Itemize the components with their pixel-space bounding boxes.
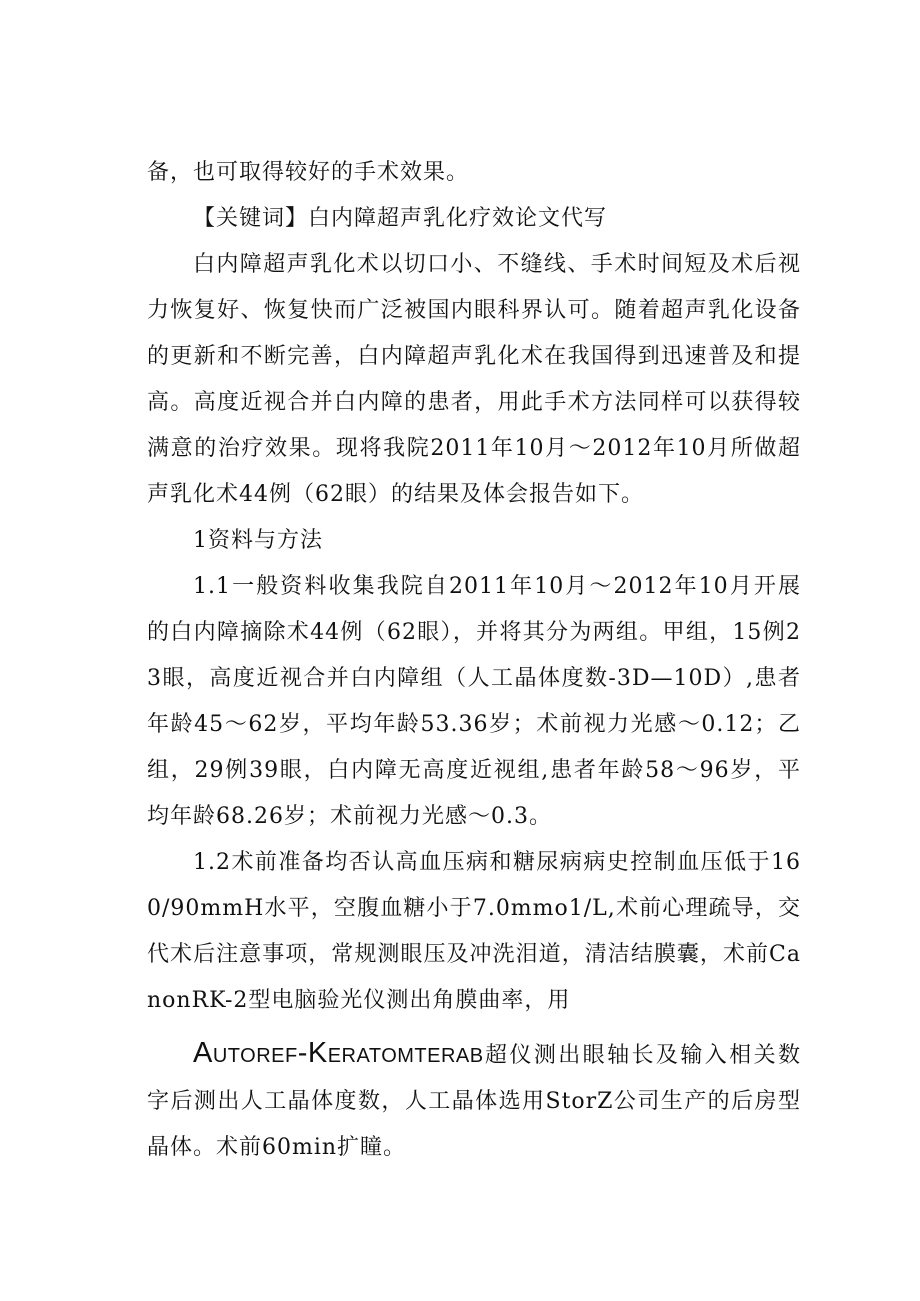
- paragraph-autoref-text: 超仪测出眼轴长及输入相关数字后测出人工晶体度数，人工晶体选用StorZ公司生产的后房型晶体。术前60min扩瞳。: [147, 1043, 801, 1160]
- keywords-label: 【关键词】: [193, 206, 309, 231]
- paragraph-preop-preparation: 1.2术前准备均否认高血压病和糖尿病病史控制血压低于160/90mmH水平，空腹血糖小于7.0mmo1/L,术前心理疏导，交代术后注意事项，常规测眼压及冲洗泪道，清洁结膜囊，术前CanonRK-2型电脑验光仪测出角膜曲率，用: [147, 850, 801, 1013]
- paragraph-autoref: [147, 1030, 801, 1171]
- paragraph-continuation: 备，也可取得较好的手术效果。: [147, 160, 470, 185]
- paragraph-intro: 白内障超声乳化术以切口小、不缝线、手术时间短及术后视力恢复好、恢复快而广泛被国内眼科界认可。随着超声乳化设备的更新和不断完善，白内障超声乳化术在我国得到迅速普及和提高。高度近视合并白内障的患者，用此手术方法同样可以获得较满意的治疗效果。现将我院2011年10月～2012年10月所做超声乳化术44例（62眼）的结果及体会报告如下。: [147, 252, 801, 507]
- instrument-name: Autoref-Keratomterab: [193, 1037, 484, 1069]
- paragraph-general-data: 1.1一般资料收集我院自2011年10月～2012年10月开展的白内障摘除术44例（62眼），并将其分为两组。甲组，15例23眼，高度近视合并白内障组（人工晶体度数-3D—10D）,患者年龄45～62岁，平均年龄53.36岁；术前视力光感～0.12；乙组，29例39眼，白内障无高度近视组,患者年龄58～96岁，平均年龄68.26岁；术前视力光感～0.3。: [147, 574, 801, 829]
- keywords-line: [147, 196, 801, 242]
- section-heading: 1资料与方法: [193, 528, 323, 553]
- document-page: [147, 150, 801, 1171]
- keywords-text: 白内障超声乳化疗效论文代写: [308, 206, 608, 231]
